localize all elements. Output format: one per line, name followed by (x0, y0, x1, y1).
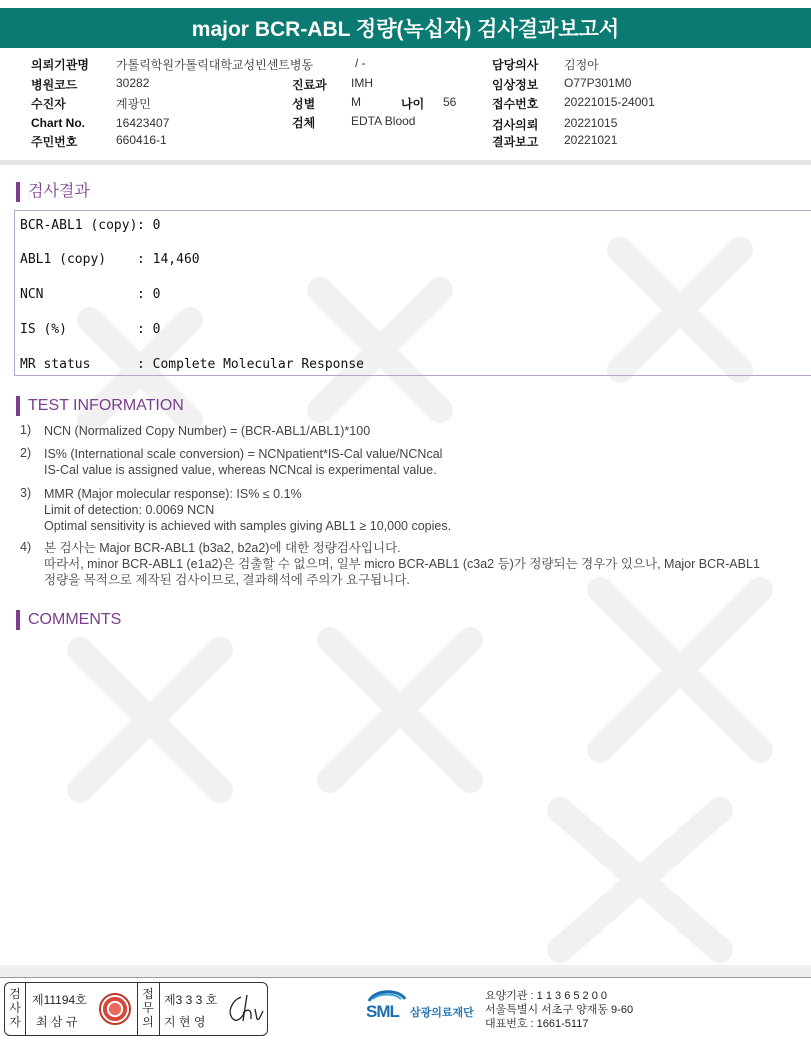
result-row (20, 287, 161, 302)
resident-value: 660416-1 (116, 133, 167, 147)
item-line: Limit of detection: 0.0069 NCN (44, 503, 215, 517)
result-label: MR status (20, 357, 91, 372)
item-number: 2) (20, 446, 32, 460)
result-label: BCR-ABL1 (copy) (20, 218, 138, 233)
report-title: major BCR-ABL 정량(녹십자) 검사결과보고서 (0, 8, 811, 48)
handwritten-signature (225, 991, 265, 1027)
comments-section-title: COMMENTS (16, 610, 121, 630)
dept-value: IMH (351, 76, 373, 90)
inspector-vertical-label: 검 사 자 (9, 987, 21, 1029)
resident-label: 주민번호 (31, 135, 78, 149)
result-label: NCN (20, 287, 44, 302)
header-divider (0, 160, 811, 165)
approver-license: 제3 3 3 호 (164, 993, 218, 1007)
hospital-code-label: 병원코드 (31, 78, 78, 92)
logo-text: SML (366, 1002, 399, 1021)
institution-extra: / - (355, 56, 366, 70)
organization-name: 삼광의료재단 (410, 1007, 474, 1019)
item-line: IS% (International scale conversion) = NCNpatient*IS-Cal value/NCNcal (44, 447, 443, 461)
request-value: 20221015 (564, 116, 618, 130)
item-line: 따라서, minor BCR-ABL1 (e1a2)은 검출할 수 없으며, 일부 micro BCR-ABL1 (c3a2 등)가 정량되는 경우가 있으나, Major BCR-ABL1 (44, 557, 760, 571)
result-label: IS (%) (20, 322, 67, 337)
doctor-value: 김정아 (564, 58, 599, 72)
result-row (20, 252, 200, 267)
result-row (20, 357, 364, 372)
inspector-license: 제11194호 (32, 993, 87, 1007)
age-label: 나이 (401, 97, 425, 111)
specimen-label: 검체 (292, 116, 316, 130)
report-date-value: 20221021 (564, 133, 618, 147)
item-line: 정량을 목적으로 제작된 검사이므로, 결과해석에 주의가 요구됩니다. (44, 573, 410, 587)
result-value: : 0 (137, 218, 161, 233)
item-line: NCN (Normalized Copy Number) = (BCR-ABL1/ABL1)*100 (44, 424, 371, 438)
result-value: : 0 (137, 322, 161, 337)
result-row (20, 322, 161, 337)
approver-name: 지 현 영 (164, 1015, 206, 1029)
hospital-code-value: 30282 (116, 76, 150, 90)
approver-vertical-label: 접 무 의 (142, 987, 154, 1029)
item-line: 본 검사는 Major BCR-ABL1 (b3a2, b2a2)에 대한 정량검사입니다. (44, 541, 401, 555)
age-value: 56 (443, 95, 457, 109)
doctor-label: 담당의사 (492, 58, 539, 72)
dept-label: 진료과 (292, 78, 327, 92)
institution-value: 가톨릭학원가톨릭대학교성빈센트병동 (116, 58, 314, 72)
official-seal (99, 993, 131, 1025)
footer-band (0, 965, 811, 977)
organization-info (485, 989, 633, 1031)
patient-label: 수진자 (31, 97, 66, 111)
request-label: 검사의뢰 (492, 118, 539, 132)
inspector-name: 최 삼 규 (36, 1015, 78, 1029)
result-value: : Complete Molecular Response (137, 357, 364, 372)
result-value: : 14,460 (137, 252, 200, 267)
sex-label: 성별 (292, 97, 316, 111)
chart-label: Chart No. (31, 116, 85, 130)
result-value: : 0 (137, 287, 161, 302)
item-number: 4) (20, 540, 32, 554)
item-line: MMR (Major molecular response): IS% ≤ 0.1% (44, 487, 302, 501)
org-phone: 대표번호 : 1661-5117 (485, 1018, 589, 1030)
receipt-value: 20221015-24001 (564, 95, 655, 109)
results-section-title: 검사결과 (16, 182, 90, 202)
item-number: 3) (20, 486, 32, 500)
patient-info-header (0, 52, 811, 156)
results-box (14, 210, 811, 376)
org-address: 서울특별시 서초구 양재동 9-60 (485, 1004, 634, 1016)
org-code: 요양기관 : 1 1 3 6 5 2 0 0 (485, 990, 608, 1002)
test-info-section-title: TEST INFORMATION (16, 396, 184, 416)
institution-label: 의뢰기관명 (31, 58, 89, 72)
signature-box (4, 982, 268, 1036)
patient-value: 계광민 (116, 97, 151, 111)
item-number: 1) (20, 423, 32, 437)
clinical-label: 임상정보 (492, 78, 539, 92)
item-line: IS-Cal value is assigned value, whereas NCNcal is experimental value. (44, 463, 437, 477)
result-row (20, 218, 161, 233)
receipt-label: 접수번호 (492, 97, 539, 111)
clinical-value: O77P301M0 (564, 76, 632, 90)
result-label: ABL1 (copy) (20, 252, 107, 267)
specimen-value: EDTA Blood (351, 114, 416, 128)
chart-value: 16423407 (116, 116, 170, 130)
sex-value: M (351, 95, 361, 109)
footer-divider (0, 977, 811, 978)
report-date-label: 결과보고 (492, 135, 539, 149)
item-line: Optimal sensitivity is achieved with samples giving ABL1 ≥ 10,000 copies. (44, 519, 452, 533)
